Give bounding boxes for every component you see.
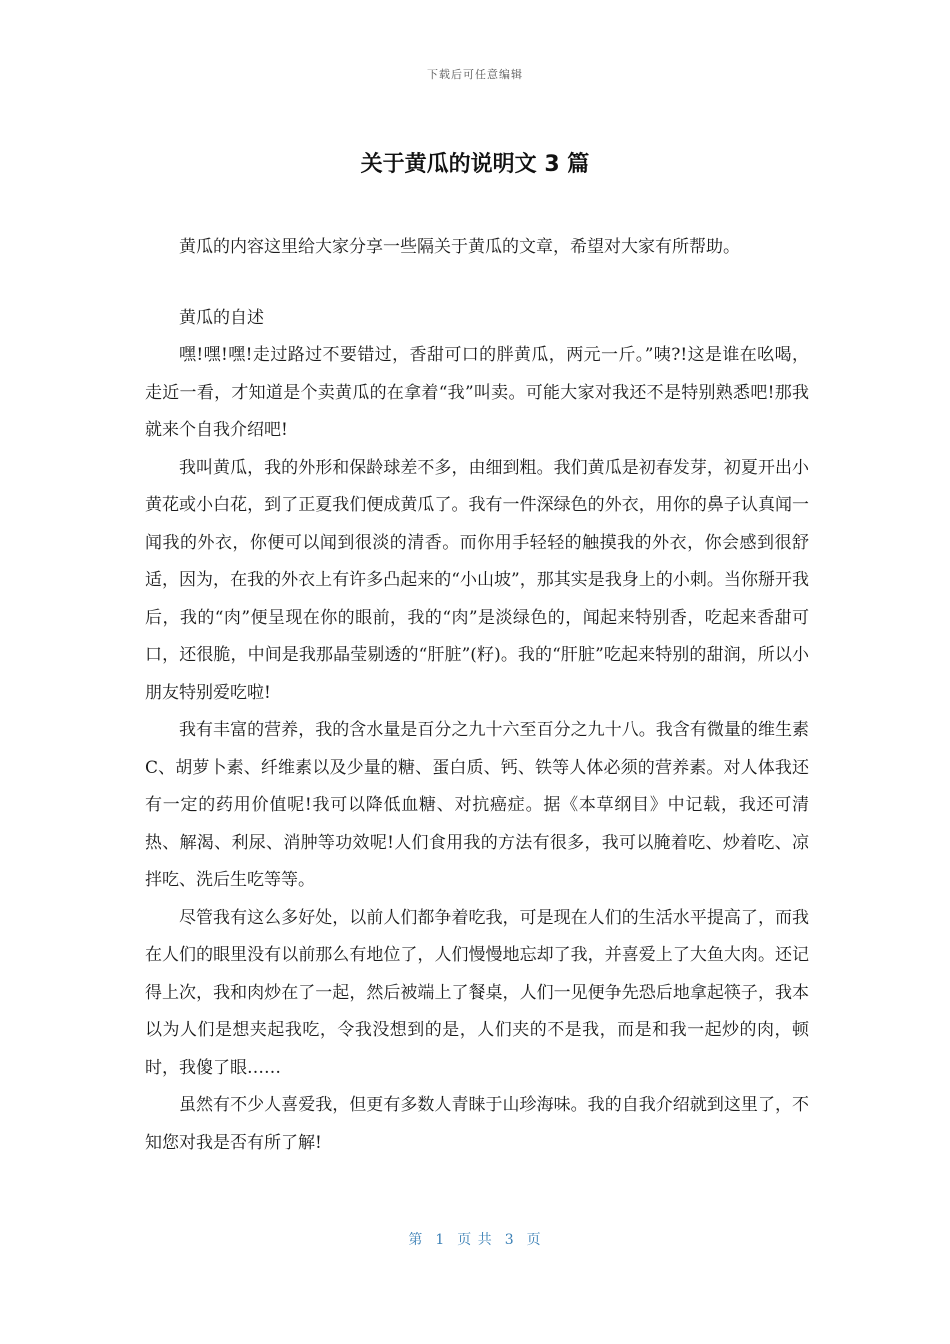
section-heading: 黄瓜的自述 <box>179 307 264 328</box>
document-title: 关于黄瓜的说明文 3 篇 <box>360 152 590 177</box>
footer-label-of: 页 共 <box>457 1232 493 1248</box>
footer-label-page: 第 <box>408 1232 424 1248</box>
body-paragraph: 虽然有不少人喜爱我，但更有多数人青睐于山珍海味。我的自我介绍就到这里了，不知您对我是否有所了解! <box>145 1095 809 1153</box>
body-paragraph: 我叫黄瓜，我的外形和保龄球差不多，由细到粗。我们黄瓜是初春发芽，初夏开出小黄花或小白花，到了正夏我们便成黄瓜了。我有一件深绿色的外衣，用你的鼻子认真闻一闻我的外衣，你便可以闻到很淡的清香。而你用手轻轻的触摸我的外衣，你会感到很舒适，因为，在我的外衣上有许多凸起来的“小山坡”，那其实是我身上的小刺。当你掰开我后，我的“肉”便呈现在你的眼前，我的“肉”是淡绿色的，闻起来特别香，吃起来香甜可口，还很脆，中间是我那晶莹剔透的“肝脏”(籽)。我的“肝脏”吃起来特别的甜润，所以小朋友特别爱吃啦! <box>145 457 809 703</box>
footer-total-pages: 3 <box>504 1232 515 1248</box>
header-note: 下载后可任意编辑 <box>427 68 523 81</box>
document-body <box>145 229 809 1162</box>
body-paragraph: 嘿!嘿!嘿!走过路过不要错过，香甜可口的胖黄瓜，两元一斤。”咦?!这是谁在吆喝，走近一看，才知道是个卖黄瓜的在拿着“我”叫卖。可能大家对我还不是特别熟悉吧!那我就来个自我介绍吧! <box>145 345 809 440</box>
page-footer <box>0 1229 950 1249</box>
footer-label-pages: 页 <box>526 1232 542 1248</box>
body-paragraph: 我有丰富的营养，我的含水量是百分之九十六至百分之九十八。我含有微量的维生素 C、胡萝卜素、纤维素以及少量的糖、蛋白质、钙、铁等人体必须的营养素。对人体我还有一定的药用价值呢!我可以降低血糖、对抗癌症。据《本草纲目》中记载，我还可清热、解渴、利尿、消肿等功效呢!人们食用我的方法有很多，我可以腌着吃、炒着吃、凉拌吃、洗后生吃等等。 <box>145 720 809 890</box>
intro-paragraph: 黄瓜的内容这里给大家分享一些隔关于黄瓜的文章，希望对大家有所帮助。 <box>179 237 740 257</box>
footer-current-page: 1 <box>435 1232 446 1248</box>
body-paragraph: 尽管我有这么多好处，以前人们都争着吃我，可是现在人们的生活水平提高了，而我在人们的眼里没有以前那么有地位了，人们慢慢地忘却了我，并喜爱上了大鱼大肉。还记得上次，我和肉炒在了一起，然后被端上了餐桌，人们一见便争先恐后地拿起筷子，我本以为人们是想夹起我吃，令我没想到的是，人们夹的不是我，而是和我一起炒的肉，顿时，我傻了眼…… <box>145 907 809 1078</box>
